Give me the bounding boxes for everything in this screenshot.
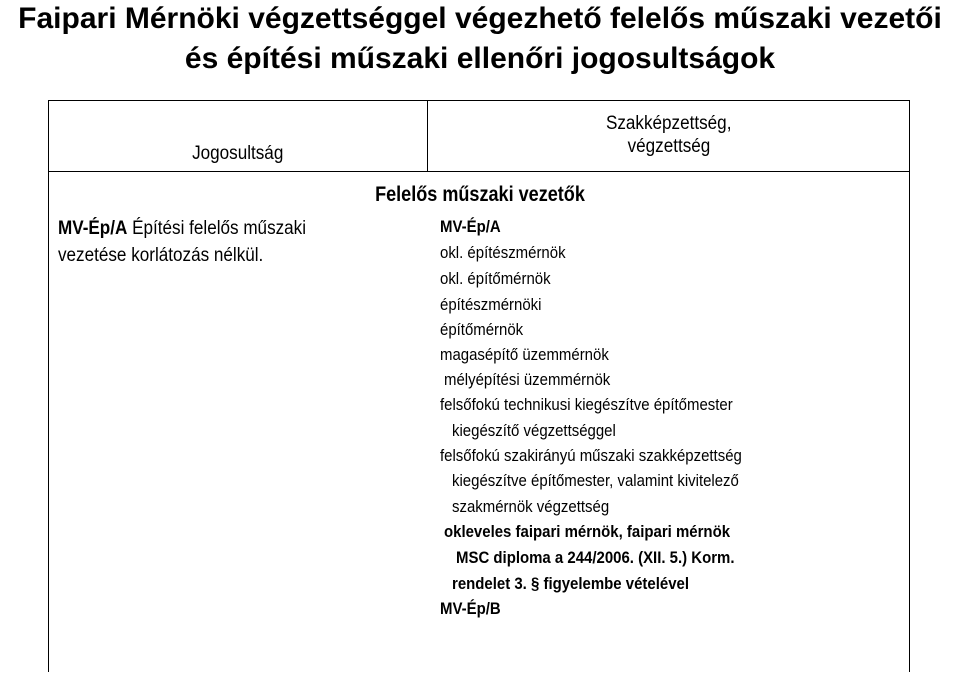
permission-code: MV-Ép/A [58,218,128,239]
section-heading [0,183,960,207]
qualification-line: MV-Ép/A [440,217,501,236]
qualification-line: okl. építőmérnök [440,269,551,288]
page-title-line-2: és építési műszaki ellenőri jogosultságok [184,42,776,75]
qualification-line: MV-Ép/B [440,599,501,618]
section-heading-text: Felelős műszaki vezetők [375,183,585,206]
qualification-line: felsőfokú technikusi kiegészítve építőmester [440,395,733,414]
qualification-line: építészmérnöki [440,295,542,314]
column-header-jogosultsag [48,142,427,165]
permission-text-part-1: Építési felelős műszaki [127,218,307,239]
qualification-line: magasépítő üzemmérnök [440,345,609,364]
qualification-line: szakmérnök végzettség [452,497,610,516]
permission-text-part-2: vezetése korlátozás nélkül. [58,245,264,266]
page-title-line-1: Faipari Mérnöki végzettséggel végezhető felelős műszaki vezetői [18,2,942,35]
column-header-jogosultsag-text: Jogosultság [191,143,284,164]
permission-description-line-2 [58,244,286,268]
permission-description-line-1 [58,217,334,241]
qualification-line: okleveles faipari mérnök, faipari mérnök [444,522,731,541]
qualification-line: rendelet 3. § figyelembe vételével [452,574,689,593]
column-header-szakkepzettseg-line-1: Szakképzettség, [605,113,732,134]
qualification-line: építőmérnök [440,320,524,339]
qualification-line: mélyépítési üzemmérnök [444,370,611,389]
column-header-szakkepzettseg-line-2: végzettség [627,136,710,157]
qualification-line: felsőfokú szakirányú műszaki szakképzettség [440,446,742,465]
qualification-line: kiegészítő végzettséggel [452,421,616,440]
qualification-line: okl. építészmérnök [440,243,566,262]
column-header-szakkepzettseg [427,112,910,158]
qualification-line: kiegészítve építőmester, valamint kivitelező [452,471,739,490]
qualification-line: MSC diploma a 244/2006. (XII. 5.) Korm. [456,548,735,567]
header-divider [48,171,910,172]
